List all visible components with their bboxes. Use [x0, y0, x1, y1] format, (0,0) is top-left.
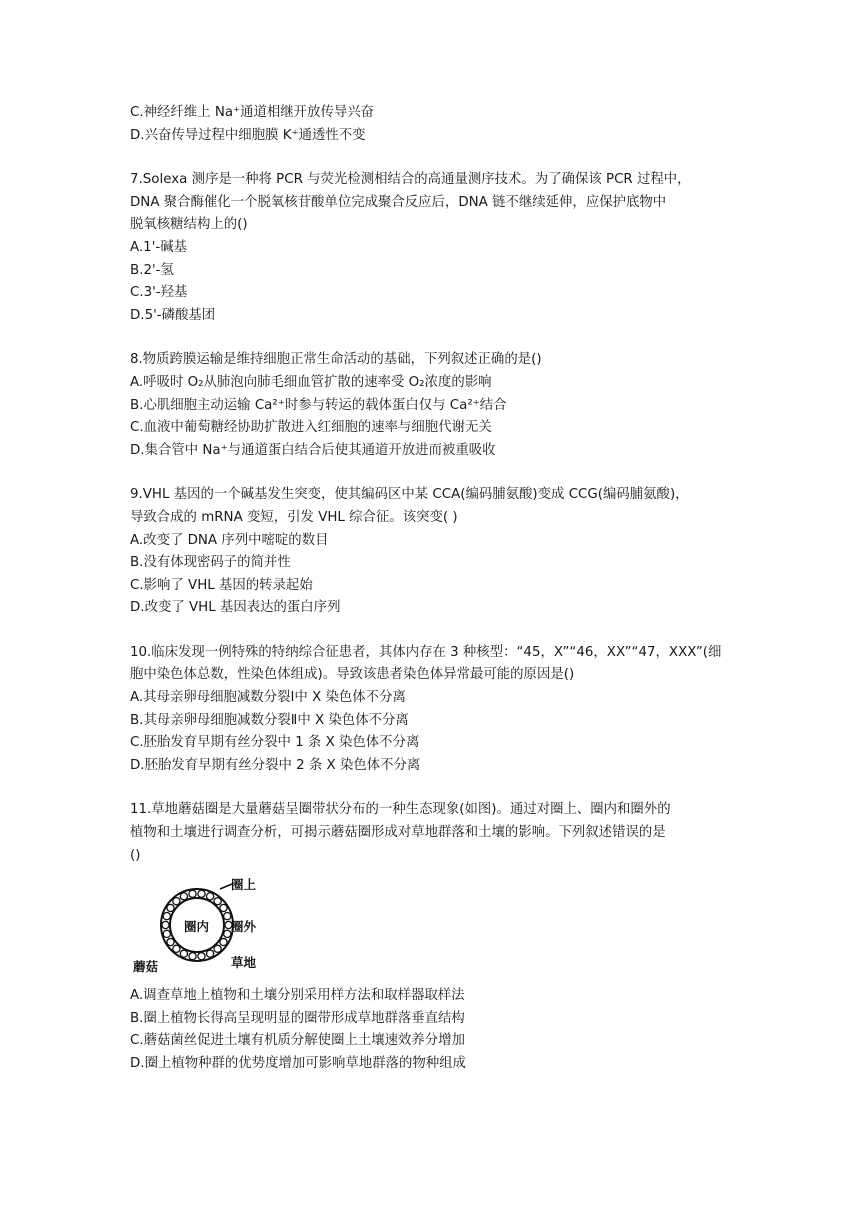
option-d: D.集合管中 Na⁺与通道蛋白结合后使其通道开放进而被重吸收 — [130, 442, 496, 458]
mushroom-dot — [173, 898, 180, 905]
label-mushroom: 蘑菇 — [133, 959, 159, 975]
mushroom-dot — [224, 930, 231, 937]
question-9 — [130, 484, 740, 620]
mushroom-dot — [163, 913, 170, 920]
mushroom-dot — [167, 939, 174, 946]
option-b: B.没有体现密码子的简并性 — [130, 555, 291, 571]
option-d: D.5'-磷酸基团 — [130, 307, 216, 323]
option-a: A.其母亲卵母细胞减数分裂Ⅰ中 X 染色体不分离 — [130, 690, 406, 706]
option-c: C.神经纤维上 Na⁺通道相继开放传导兴奋 — [130, 105, 375, 120]
document-page — [130, 102, 740, 1076]
mushroom-dot — [173, 945, 180, 952]
question-stem: 胞中染色体总数，性染色体组成)。导致该患者染色体异常最可能的原因是() — [130, 667, 575, 683]
option-b: B.其母亲卵母细胞减数分裂Ⅱ中 X 染色体不分离 — [130, 712, 409, 728]
question-stem: 7.Solexa 测序是一种将 PCR 与荧光检测相结合的高通量测序技术。为了确保该 PCR 过程中， — [130, 172, 691, 188]
mushroom-dot — [206, 893, 213, 900]
mushroom-dot — [214, 945, 221, 952]
question-stem: 10.临床发现一例特殊的特纳综合征患者，其体内存在 3 种核型：“45，X”“46，XX”“47，XXX”(细 — [130, 644, 722, 660]
option-b: B.心肌细胞主动运输 Ca²⁺时参与转运的载体蛋白仅与 Ca²⁺结合 — [130, 397, 507, 413]
question-6-tail — [130, 102, 740, 147]
question-stem: 脱氧核糖结构上的() — [130, 217, 248, 233]
label-grassland: 草地 — [231, 955, 257, 971]
option-c: C.胚胎发育早期有丝分裂中 1 条 X 染色体不分离 — [130, 735, 420, 751]
mushroom-dot — [189, 953, 196, 960]
question-11 — [130, 799, 740, 1075]
question-stem: 9.VHL 基因的一个碱基发生突变，使其编码区中某 CCA(编码脯氨酸)变成 CCG(编码脯氨酸)， — [130, 487, 689, 503]
option-d: D.圈上植物种群的优势度增加可影响草地群落的物种组成 — [130, 1056, 466, 1071]
option-a: A.调查草地上植物和土壤分别采用样方法和取样器取样法 — [130, 988, 465, 1004]
question-stem: DNA 聚合酶催化一个脱氧核苷酸单位完成聚合反应后，DNA 链不继续延伸，应保护底物中 — [130, 194, 667, 210]
label-inside: 圈内 — [184, 919, 210, 935]
mushroom-dot — [206, 950, 213, 957]
question-10 — [130, 642, 740, 778]
option-c: C.血液中葡萄糖经协助扩散进入红细胞的速率与细胞代谢无关 — [130, 420, 492, 436]
mushroom-dot — [180, 893, 187, 900]
mushroom-dot — [162, 922, 169, 929]
mushroom-dot — [198, 890, 205, 897]
mushroom-dot — [180, 950, 187, 957]
mushroom-dot — [189, 890, 196, 897]
option-b: B.2'-氢 — [130, 262, 174, 278]
option-a: A.呼吸时 O₂从肺泡向肺毛细血管扩散的速率受 O₂浓度的影响 — [130, 374, 492, 390]
question-7 — [130, 169, 740, 327]
option-d: D.胚胎发育早期有丝分裂中 2 条 X 染色体不分离 — [130, 757, 421, 773]
question-stem: 8.物质跨膜运输是维持细胞正常生命活动的基础，下列叙述正确的是() — [130, 352, 542, 368]
option-a: A.1'-碱基 — [130, 239, 187, 255]
question-8 — [130, 349, 740, 462]
question-stem: 植物和土壤进行调查分析，可揭示蘑菇圈形成对草地群落和土壤的影响。下列叙述错误的是 — [130, 825, 666, 841]
option-a: A.改变了 DNA 序列中嘧啶的数目 — [130, 532, 329, 548]
mushroom-dot — [224, 913, 231, 920]
option-d: D.兴奋传导过程中细胞膜 K⁺通透性不变 — [130, 127, 366, 143]
option-c: C.蘑菇菌丝促进土壤有机质分解使圈上土壤速效养分增加 — [130, 1033, 465, 1049]
option-c: C.影响了 VHL 基因的转录起始 — [130, 577, 313, 593]
mushroom-dot — [214, 898, 221, 905]
option-d: D.改变了 VHL 基因表达的蛋白序列 — [130, 600, 341, 616]
mushroom-dot — [198, 953, 205, 960]
label-ring: 圈上 — [231, 877, 257, 893]
mushroom-dot — [167, 905, 174, 912]
label-outside: 圈外 — [231, 919, 257, 935]
question-stem: () — [130, 847, 141, 863]
option-c: C.3'-羟基 — [130, 285, 188, 301]
mushroom-dot — [220, 905, 227, 912]
mushroom-dot — [220, 939, 227, 946]
mushroom-dot — [163, 930, 170, 937]
mushroom-ring-figure — [130, 875, 280, 975]
option-b: B.圈上植物长得高呈现明显的圈带形成草地群落垂直结构 — [130, 1010, 465, 1026]
question-stem: 导致合成的 mRNA 变短，引发 VHL 综合征。该突变( ) — [130, 509, 458, 525]
question-stem: 11.草地蘑菇圈是大量蘑菇呈圈带状分布的一种生态现象(如图)。通过对圈上、圈内和圈外的 — [130, 802, 671, 818]
